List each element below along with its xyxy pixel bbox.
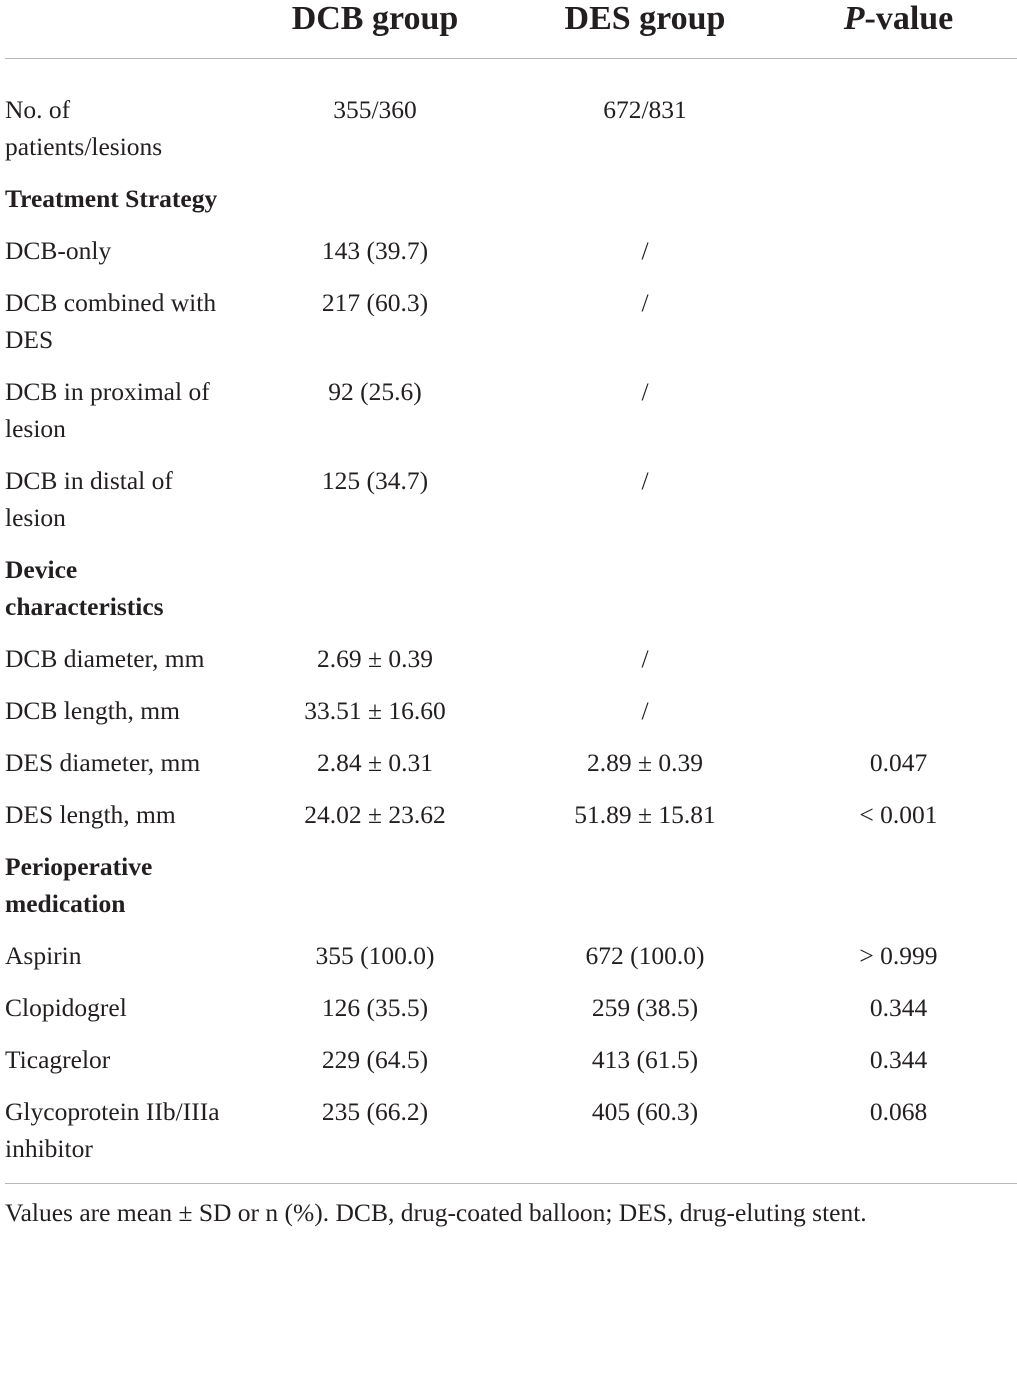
dcb-value: 126 (35.5)	[321, 993, 429, 1022]
header-label-column	[5, 0, 240, 59]
footnote-row	[5, 1184, 1017, 1232]
des-value: 672 (100.0)	[585, 941, 705, 970]
table-row	[5, 989, 1017, 1041]
dcb-value: 2.69 ± 0.39	[317, 644, 433, 673]
section-header-row	[5, 551, 1017, 640]
p-value: < 0.001	[859, 800, 938, 829]
table-row	[5, 91, 1017, 180]
row-label: Glycoprotein IIb/IIIa inhibitor	[5, 1097, 220, 1163]
section-header-row	[5, 848, 1017, 937]
p-value	[780, 232, 1017, 284]
table-row	[5, 1041, 1017, 1093]
dcb-value: 217 (60.3)	[321, 288, 429, 317]
des-value: /	[641, 644, 649, 673]
p-value	[780, 848, 1017, 937]
dcb-value: 143 (39.7)	[321, 236, 429, 265]
p-value	[780, 180, 1017, 232]
header-p-value	[780, 0, 1017, 59]
row-label: DCB in proximal of lesion	[5, 377, 210, 443]
des-value: 405 (60.3)	[591, 1097, 699, 1126]
row-label: DES length, mm	[5, 800, 176, 829]
p-value: 0.068	[869, 1097, 928, 1126]
dcb-value: 2.84 ± 0.31	[317, 748, 433, 777]
row-label: Perioperative medication	[5, 852, 153, 918]
table-row	[5, 284, 1017, 373]
header-p-italic: P	[843, 0, 865, 37]
table-row	[5, 640, 1017, 692]
table-row	[5, 937, 1017, 989]
row-label: Aspirin	[5, 941, 82, 970]
des-value: /	[641, 696, 649, 725]
p-value	[780, 284, 1017, 373]
header-row	[5, 0, 1017, 59]
des-value: /	[641, 466, 649, 495]
row-label: DCB length, mm	[5, 696, 180, 725]
table-footnote: Values are mean ± SD or n (%). DCB, drug-coated balloon; DES, drug-eluting stent.	[5, 1184, 1017, 1232]
header-des-group: DES group	[510, 0, 780, 59]
dcb-value: 24.02 ± 23.62	[304, 800, 446, 829]
des-value: 672/831	[603, 95, 687, 124]
row-label: DCB diameter, mm	[5, 644, 205, 673]
des-value	[510, 180, 780, 232]
procedural-characteristics-table	[5, 0, 1017, 1231]
des-value: /	[641, 288, 649, 317]
row-label: DES diameter, mm	[5, 748, 201, 777]
table-row	[5, 796, 1017, 848]
p-value	[780, 373, 1017, 462]
p-value	[780, 551, 1017, 640]
des-value: 413 (61.5)	[591, 1045, 699, 1074]
table-row	[5, 692, 1017, 744]
row-label: Treatment Strategy	[5, 184, 218, 213]
des-value: /	[641, 236, 649, 265]
des-value: 259 (38.5)	[591, 993, 699, 1022]
table-row	[5, 232, 1017, 284]
dcb-value: 235 (66.2)	[321, 1097, 429, 1126]
section-header-row	[5, 180, 1017, 232]
p-value: > 0.999	[859, 941, 938, 970]
row-label: Clopidogrel	[5, 993, 127, 1022]
dcb-value: 355/360	[333, 95, 417, 124]
p-value	[780, 462, 1017, 551]
dcb-value: 33.51 ± 16.60	[304, 696, 446, 725]
p-value	[780, 692, 1017, 744]
des-value: 51.89 ± 15.81	[574, 800, 716, 829]
table-row	[5, 744, 1017, 796]
table-header	[5, 0, 1017, 91]
table-row	[5, 373, 1017, 462]
row-label: Device characteristics	[5, 555, 164, 621]
header-p-suffix: -value	[864, 0, 954, 37]
table-body	[5, 91, 1017, 1184]
dcb-value: 125 (34.7)	[321, 466, 429, 495]
des-value	[510, 848, 780, 937]
table-row	[5, 1093, 1017, 1184]
p-value: 0.047	[869, 748, 928, 777]
p-value: 0.344	[869, 1045, 928, 1074]
row-label: No. of patients/lesions	[5, 95, 163, 161]
row-label: DCB combined with DES	[5, 288, 217, 354]
des-value: 2.89 ± 0.39	[587, 748, 703, 777]
dcb-value: 355 (100.0)	[315, 941, 435, 970]
row-label: DCB in distal of lesion	[5, 466, 173, 532]
dcb-value	[240, 848, 510, 937]
header-dcb-group: DCB group	[240, 0, 510, 59]
des-value: /	[641, 377, 649, 406]
row-label: DCB-only	[5, 236, 112, 265]
dcb-value: 229 (64.5)	[321, 1045, 429, 1074]
row-label: Ticagrelor	[5, 1045, 111, 1074]
header-spacer	[5, 59, 1017, 92]
dcb-value	[240, 551, 510, 640]
p-value: 0.344	[869, 993, 928, 1022]
p-value	[780, 640, 1017, 692]
dcb-value: 92 (25.6)	[328, 377, 422, 406]
table-row	[5, 462, 1017, 551]
p-value	[780, 91, 1017, 180]
dcb-value	[240, 180, 510, 232]
des-value	[510, 551, 780, 640]
